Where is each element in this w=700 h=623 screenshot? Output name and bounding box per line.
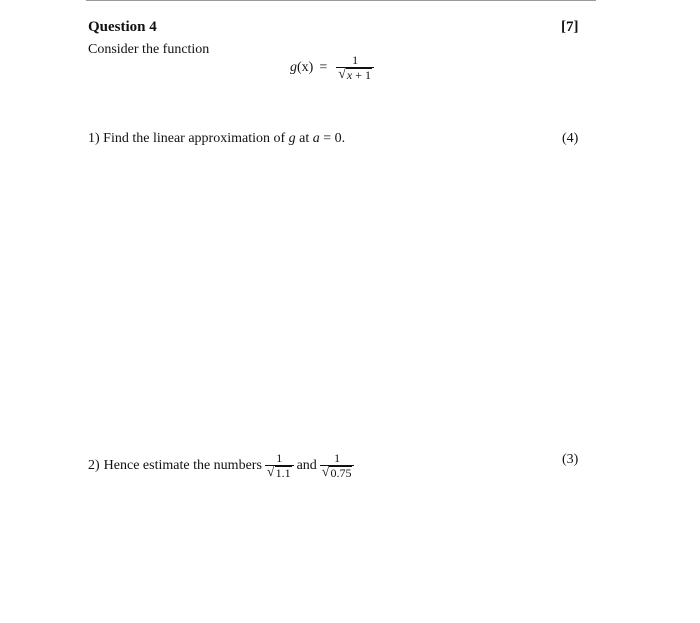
fraction-1-over-sqrt-1-1: 1 √ 1.1 xyxy=(265,452,294,480)
formula-numerator: 1 xyxy=(352,53,359,67)
question-1-text: 1) Find the linear approximation of g at a = 0. xyxy=(88,131,346,146)
question-2-marks: (3) xyxy=(562,452,579,467)
intro-text: Consider the function xyxy=(88,42,210,57)
question-2-text: 2) Hence estimate the numbers 1 √ 1.1 and 1 √ 0.75 xyxy=(88,452,357,480)
function-formula xyxy=(290,54,377,82)
fraction-1-over-sqrt-0-75: 1 √ 0.75 xyxy=(320,452,355,480)
top-rule xyxy=(86,0,596,1)
sqrt-symbol: √ x + 1 xyxy=(338,67,372,82)
formula-equals: = xyxy=(319,60,328,75)
formula-fraction xyxy=(336,54,374,82)
question-title: Question 4 xyxy=(88,19,157,35)
question-1-marks: (4) xyxy=(562,131,579,146)
total-marks: [7] xyxy=(561,19,579,35)
formula-denominator xyxy=(336,68,374,82)
formula-lhs: g(x) xyxy=(290,60,314,75)
